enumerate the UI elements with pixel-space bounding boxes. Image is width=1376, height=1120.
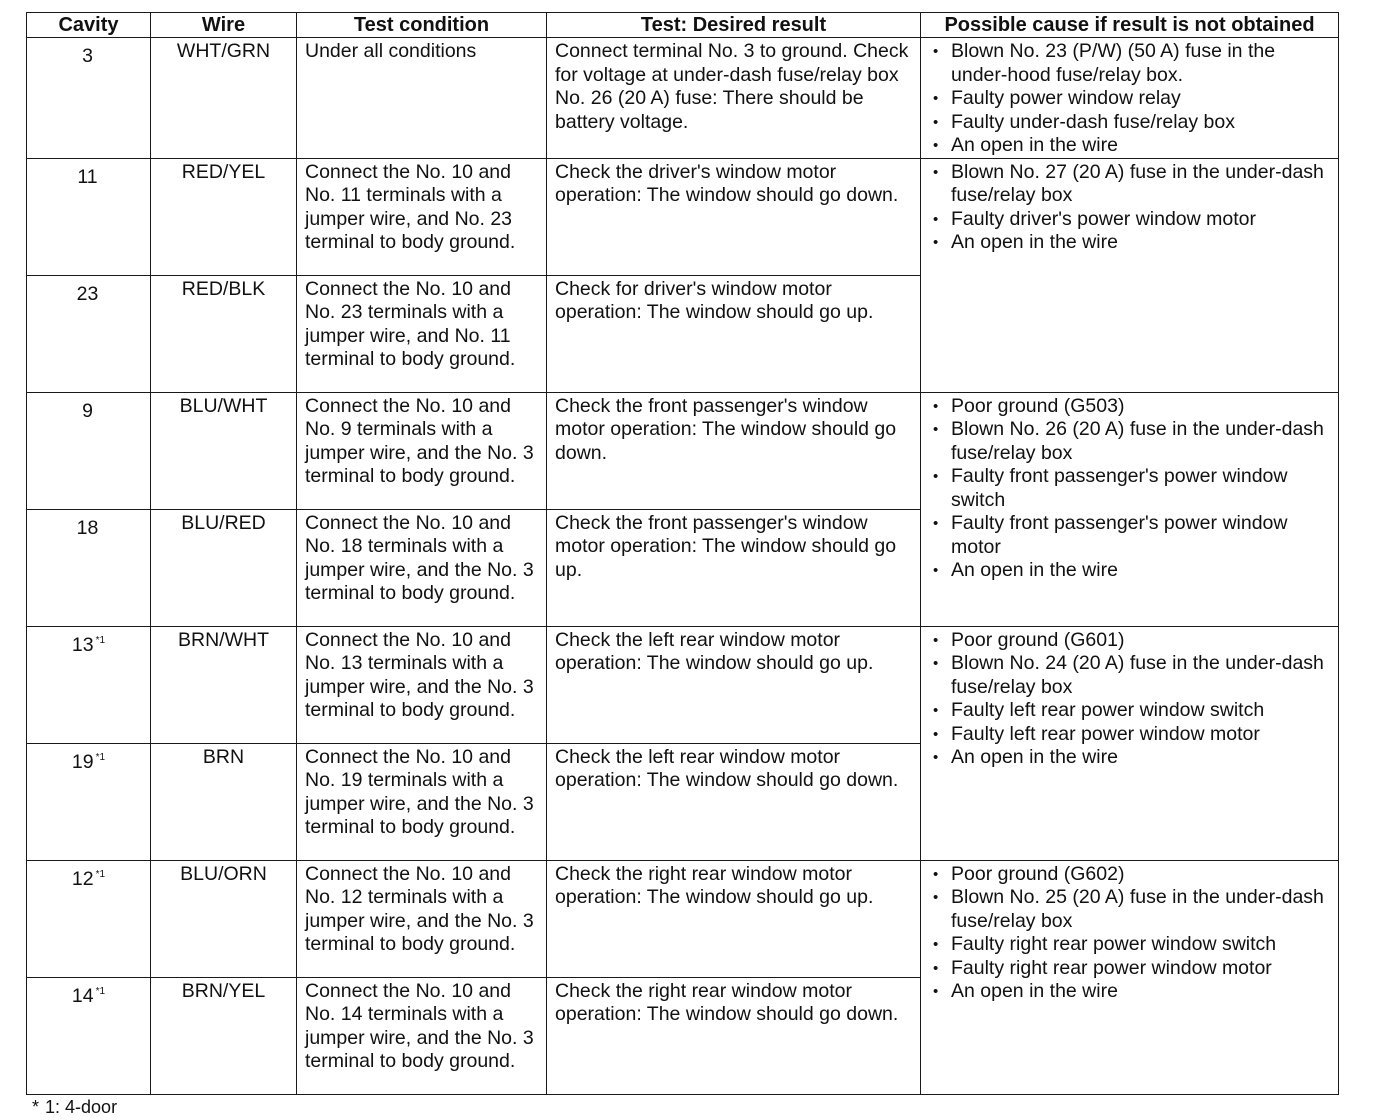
cavity-number: 9 (82, 399, 93, 422)
footnote (32, 1097, 117, 1117)
cause-item: • Blown No. 23 (P/W) (50 A) fuse in the under-hood fuse/relay box. (931, 40, 1334, 87)
test-condition-cell: Connect the No. 10 and No. 18 terminals with a jumper wire, and the No. 3 terminal to body ground. (297, 509, 547, 626)
cause-item: • Blown No. 26 (20 A) fuse in the under-dash fuse/relay box (931, 418, 1334, 465)
cause-item: • Faulty front passenger's power window motor (931, 512, 1334, 559)
desired-result-cell: Check for driver's window motor operation: The window should go up. (547, 275, 921, 392)
cause-item: • Faulty left rear power window motor (931, 723, 1334, 747)
test-condition-cell: Connect the No. 10 and No. 12 terminals with a jumper wire, and the No. 3 terminal to body ground. (297, 860, 547, 977)
desired-result-cell: Check the right rear window motor operation: The window should go up. (547, 860, 921, 977)
cavity-cell (27, 38, 151, 159)
header-wire: Wire (151, 13, 297, 38)
cause-item: • Poor ground (G602) (931, 863, 1334, 887)
cause-item: • An open in the wire (931, 980, 1334, 1004)
cavity-cell (27, 743, 151, 860)
cavity-number: 23 (76, 282, 99, 305)
wire-cell: BRN/YEL (151, 977, 297, 1094)
desired-result-cell: Check the left rear window motor operation: The window should go down. (547, 743, 921, 860)
cause-item: • Poor ground (G601) (931, 629, 1334, 653)
test-condition-cell: Connect the No. 10 and No. 23 terminals with a jumper wire, and No. 11 terminal to body ground. (297, 275, 547, 392)
wire-cell: BRN/WHT (151, 626, 297, 743)
cavity-note: *1 (95, 634, 106, 646)
cavity-number: 14 (71, 984, 94, 1007)
cause-item: • An open in the wire (931, 134, 1334, 158)
cause-item: • Faulty power window relay (931, 87, 1334, 111)
desired-result-cell: Check the right rear window motor operation: The window should go down. (547, 977, 921, 1094)
cause-item: • Blown No. 25 (20 A) fuse in the under-dash fuse/relay box (931, 886, 1334, 933)
cavity-cell (27, 392, 151, 509)
cavity-cell (27, 977, 151, 1094)
footnote-text: 1: 4-door (45, 1097, 118, 1117)
cavity-cell (27, 275, 151, 392)
cavity-cell (27, 860, 151, 977)
cause-item: • Faulty left rear power window switch (931, 699, 1334, 723)
cavity-cell (27, 626, 151, 743)
wire-cell: WHT/GRN (151, 38, 297, 159)
cavity-number: 13 (71, 633, 94, 656)
header-cavity: Cavity (27, 13, 151, 38)
table-row (27, 860, 1339, 977)
test-table-sheet (26, 12, 1338, 1095)
possible-cause-cell (921, 158, 1339, 392)
cause-list (931, 629, 1334, 770)
cause-item: • Blown No. 27 (20 A) fuse in the under-dash fuse/relay box (931, 161, 1334, 208)
wire-cell: BRN (151, 743, 297, 860)
desired-result-cell: Connect terminal No. 3 to ground. Check for voltage at under-dash fuse/relay box No. 26 (20 A) fuse: There should be battery voltage. (547, 38, 921, 159)
test-condition-cell: Under all conditions (297, 38, 547, 159)
test-condition-cell: Connect the No. 10 and No. 9 terminals with a jumper wire, and the No. 3 terminal to body ground. (297, 392, 547, 509)
cause-item: • Blown No. 24 (20 A) fuse in the under-dash fuse/relay box (931, 652, 1334, 699)
desired-result-cell: Check the front passenger's window motor operation: The window should go down. (547, 392, 921, 509)
cause-item: • Faulty under-dash fuse/relay box (931, 111, 1334, 135)
cause-item: • An open in the wire (931, 746, 1334, 770)
header-row (27, 13, 1339, 38)
header-test-condition: Test condition (297, 13, 547, 38)
cause-list (931, 863, 1334, 1004)
test-condition-cell: Connect the No. 10 and No. 14 terminals with a jumper wire, and the No. 3 terminal to body ground. (297, 977, 547, 1094)
cavity-note: *1 (95, 985, 106, 997)
power-window-test-table (26, 12, 1339, 1095)
cause-list (931, 395, 1334, 583)
wire-cell: BLU/ORN (151, 860, 297, 977)
possible-cause-cell (921, 860, 1339, 1094)
wire-cell: RED/BLK (151, 275, 297, 392)
table-row (27, 392, 1339, 509)
wire-cell: RED/YEL (151, 158, 297, 275)
possible-cause-cell (921, 626, 1339, 860)
possible-cause-cell (921, 38, 1339, 159)
possible-cause-cell (921, 392, 1339, 626)
cause-item: • Faulty right rear power window motor (931, 957, 1334, 981)
table-row (27, 626, 1339, 743)
cause-item: • Faulty front passenger's power window switch (931, 465, 1334, 512)
cause-item: • Faulty driver's power window motor (931, 208, 1334, 232)
cavity-number: 3 (82, 45, 93, 67)
header-possible-cause: Possible cause if result is not obtained (921, 13, 1339, 38)
cause-item: • An open in the wire (931, 231, 1334, 255)
header-desired-result: Test: Desired result (547, 13, 921, 38)
cavity-number: 19 (71, 750, 94, 773)
test-condition-cell: Connect the No. 10 and No. 13 terminals with a jumper wire, and the No. 3 terminal to body ground. (297, 626, 547, 743)
cause-list (931, 161, 1334, 255)
cavity-note: *1 (95, 868, 106, 880)
cause-item: • Faulty right rear power window switch (931, 933, 1334, 957)
cavity-cell (27, 158, 151, 275)
cavity-number: 12 (71, 867, 94, 890)
footnote-marker: * (32, 1097, 40, 1117)
table-row (27, 158, 1339, 275)
cavity-cell (27, 509, 151, 626)
cavity-number: 18 (76, 516, 99, 539)
wire-cell: BLU/RED (151, 509, 297, 626)
cavity-number: 11 (77, 165, 98, 188)
cause-list (931, 40, 1334, 158)
wire-cell: BLU/WHT (151, 392, 297, 509)
table-row (27, 38, 1339, 159)
desired-result-cell: Check the driver's window motor operation: The window should go down. (547, 158, 921, 275)
cause-item: • Poor ground (G503) (931, 395, 1334, 419)
cause-item: • An open in the wire (931, 559, 1334, 583)
desired-result-cell: Check the left rear window motor operation: The window should go up. (547, 626, 921, 743)
test-condition-cell: Connect the No. 10 and No. 19 terminals with a jumper wire, and the No. 3 terminal to body ground. (297, 743, 547, 860)
cavity-note: *1 (95, 751, 106, 763)
desired-result-cell: Check the front passenger's window motor operation: The window should go up. (547, 509, 921, 626)
test-condition-cell: Connect the No. 10 and No. 11 terminals with a jumper wire, and No. 23 terminal to body ground. (297, 158, 547, 275)
